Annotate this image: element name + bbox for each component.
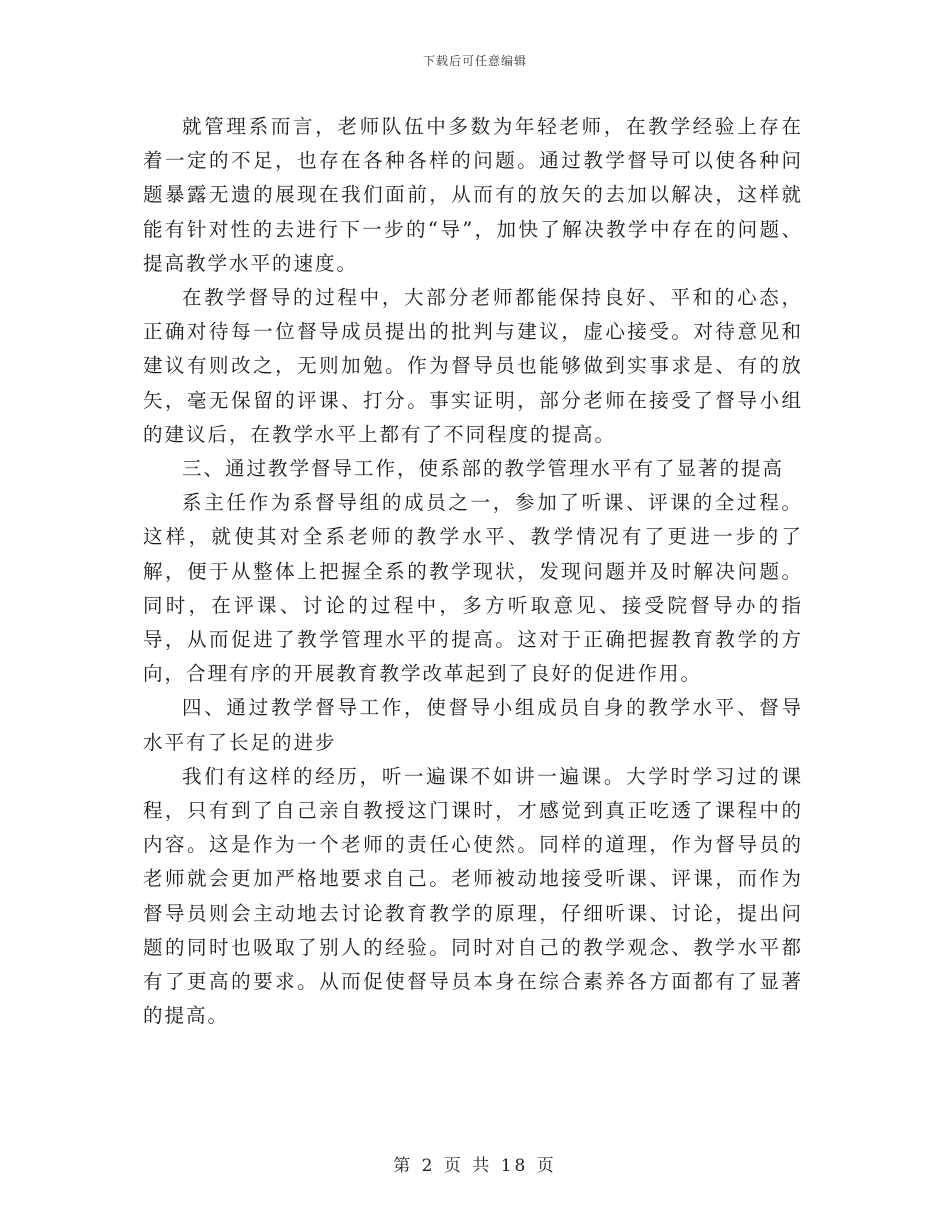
paragraph-4: 我们有这样的经历，听一遍课不如讲一遍课。大学时学习过的课程，只有到了自己亲自教授这门课时，才感觉到真正吃透了课程中的内容。这是作为一个老师的责任心使然。同样的道理，作为督导员的老师就会更加严格地要求自己。老师被动地接受听课、评课，而作为督导员则会主动地去讨论教育教学的原理，仔细听课、讨论，提出问题的同时也吸取了别人的经验。同时对自己的教学观念、教学水平都有了更高的要求。从而促使督导员本身在综合素养各方面都有了显著的提高。 — [143, 764, 803, 1028]
section-heading-3: 三、通过教学督导工作，使系部的教学管理水平有了显著的提高 — [182, 457, 785, 481]
document-body — [143, 110, 803, 1033]
paragraph-2: 在教学督导的过程中，大部分老师都能保持良好、平和的心态，正确对待每一位督导成员提出的批判与建议，虚心接受。对待意见和建议有则改之，无则加勉。作为督导员也能够做到实事求是、有的放矢，毫无保留的评课、打分。事实证明，部分老师在接受了督导小组的建议后，在教学水平上都有了不同程度的提高。 — [143, 286, 803, 446]
page-number-footer — [0, 1151, 950, 1176]
paragraph-1: 就管理系而言，老师队伍中多数为年轻老师，在教学经验上存在着一定的不足，也存在各种各样的问题。通过教学督导可以使各种问题暴露无遗的展现在我们面前，从而有的放矢的去加以解决，这样就能有针对性的去进行下一步的“导”，加快了解决教学中存在的问题、提高教学水平的速度。 — [143, 115, 803, 275]
paragraph-3: 系主任作为系督导组的成员之一，参加了听课、评课的全过程。这样，就使其对全系老师的教学水平、教学情况有了更进一步的了解，便于从整体上把握全系的教学现状，发现问题并及时解决问题。同时，在评课、讨论的过程中，多方听取意见、接受院督导办的指导，从而促进了教学管理水平的提高。这对于正确把握教育教学的方向，合理有序的开展教育教学改革起到了良好的促进作用。 — [143, 491, 803, 686]
section-heading-4: 四、通过教学督导工作，使督导小组成员自身的教学水平、督导水平有了长足的进步 — [143, 696, 803, 754]
page-number-text: 第 2 页 共 18 页 — [393, 1156, 557, 1176]
page-header: 下载后可任意编辑 — [422, 54, 527, 68]
